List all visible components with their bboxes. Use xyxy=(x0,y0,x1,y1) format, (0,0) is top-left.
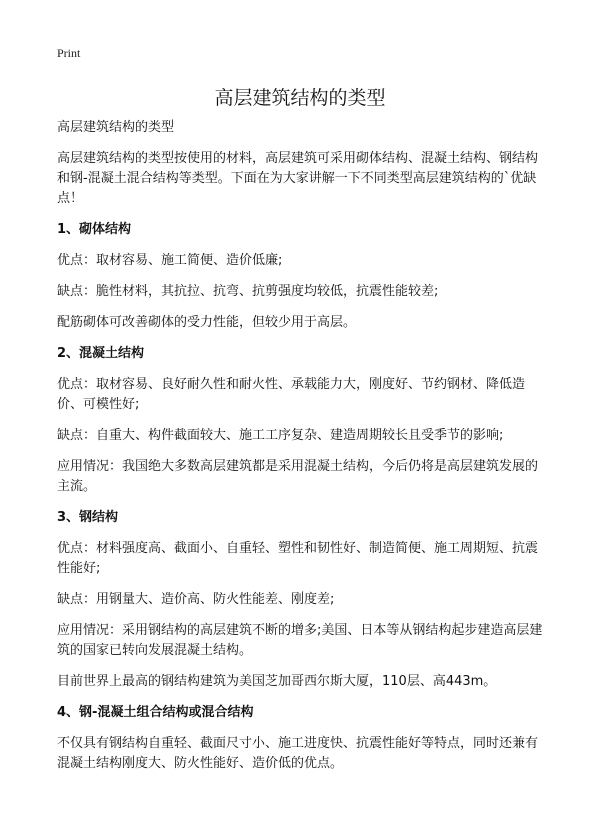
masonry-note: 配筋砌体可改善砌体的受力性能，但较少用于高层。 xyxy=(57,315,357,330)
masonry-advantages: 优点：取材容易、施工简便、造价低廉; xyxy=(57,253,283,268)
masonry-disadvantages: 缺点：脆性材料，其抗拉、抗弯、抗剪强度均较低，抗震性能较差; xyxy=(57,284,439,299)
concrete-disadvantages: 缺点：自重大、构件截面较大、施工工序复杂、建造周期较长且受季节的影响; xyxy=(57,428,504,443)
section-heading-steel: 3、钢结构 xyxy=(57,510,119,525)
steel-disadvantages: 缺点：用钢量大、造价高、防火性能差、刚度差; xyxy=(57,592,335,607)
section-heading-composite: 4、钢-混凝土组合结构或混合结构 xyxy=(57,705,254,720)
section-heading-masonry: 1、砌体结构 xyxy=(57,222,132,237)
article-subtitle: 高层建筑结构的类型 xyxy=(57,120,175,135)
intro-paragraph: 高层建筑结构的类型按使用的材料，高层建筑可采用砌体结构、混凝土结构、钢结构和钢-混凝土混合结构等类型。下面在为大家讲解一下不同类型高层建筑结构的`优缺点！ xyxy=(57,151,539,206)
steel-tallest-building: 目前世界上最高的钢结构建筑为美国芝加哥西尔斯大厦，110层、高443m。 xyxy=(57,674,497,689)
steel-advantages: 优点：材料强度高、截面小、自重轻、塑性和韧性好、制造简便、施工周期短、抗震性能好; xyxy=(57,541,539,576)
article-body xyxy=(57,118,547,785)
page-title: 高层建筑结构的类型 xyxy=(214,87,386,109)
steel-application: 应用情况：采用钢结构的高层建筑不断的增多;美国、日本等从钢结构起步建造高层建筑的国家已转向发展混凝土结构。 xyxy=(57,623,543,658)
concrete-advantages: 优点：取材容易、良好耐久性和耐火性、承载能力大，刚度好、节约钢材、降低造价、可模性好; xyxy=(57,377,526,412)
concrete-application: 应用情况：我国绝大多数高层建筑都是采用混凝土结构，今后仍将是高层建筑发展的主流。 xyxy=(57,459,539,494)
composite-description: 不仅具有钢结构自重轻、截面尺寸小、施工进度快、抗震性能好等特点，同时还兼有混凝土结构刚度大、防火性能好、造价低的优点。 xyxy=(57,736,539,771)
print-label[interactable]: Print xyxy=(57,46,81,60)
section-heading-concrete: 2、混凝土结构 xyxy=(57,346,145,361)
